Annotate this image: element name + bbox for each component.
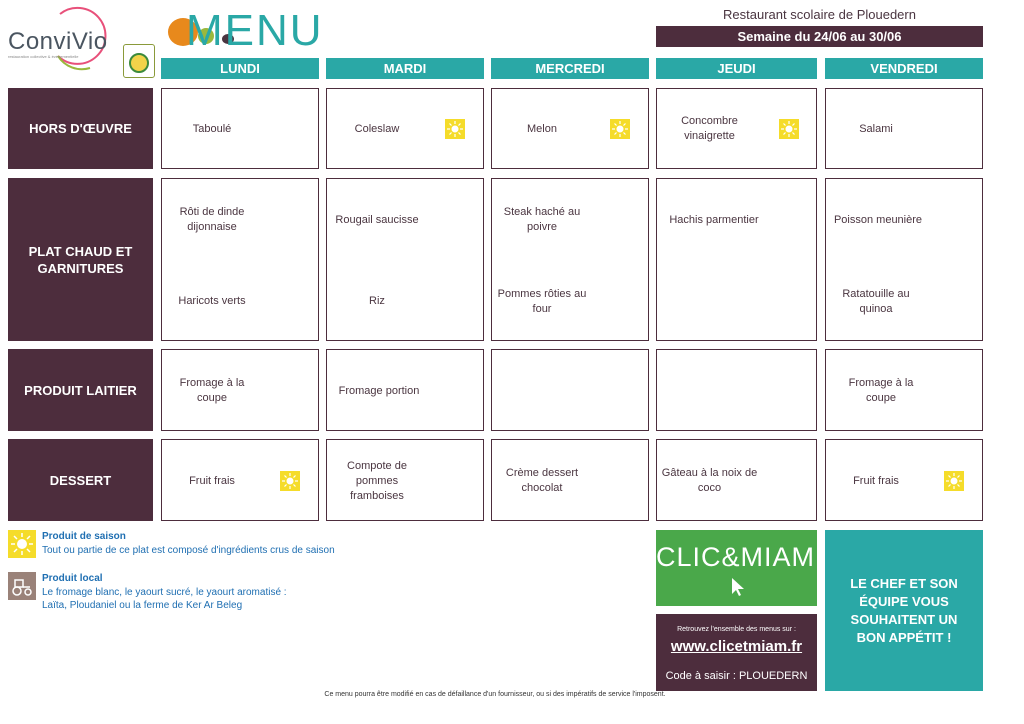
brand-tagline: restauration collective & événementielle: [8, 54, 79, 59]
menu-cell: [161, 349, 319, 431]
dish-name: Steak haché au poivre: [503, 206, 581, 233]
day-header-vendredi: VENDREDI: [825, 58, 983, 79]
menu-cell: [161, 178, 319, 341]
menu-cell: [491, 439, 649, 521]
menu-cell: [825, 178, 983, 341]
dish-name: Rougail saucisse: [335, 214, 419, 226]
row-header-plat-chaud: PLAT CHAUD ET GARNITURES: [8, 178, 153, 341]
menu-cell: [326, 88, 484, 169]
menu-cell: [161, 88, 319, 169]
menu-cell: [326, 178, 484, 341]
menu-cell: [491, 88, 649, 169]
dish-name: Salami: [859, 123, 893, 135]
legend-local-text-2: Laïta, Ploudaniel ou la ferme de Ker Ar Beleg: [42, 600, 243, 611]
menu-cell: [825, 349, 983, 431]
row-header-produit-laitier: PRODUIT LAITIER: [8, 349, 153, 431]
clicmiam-logo-text: CLIC&MIAM!: [656, 542, 824, 572]
legend-local-text-1: Le fromage blanc, le yaourt sucré, le yaourt aromatisé :: [42, 587, 287, 598]
sun-icon: [944, 471, 964, 491]
side-name: Riz: [369, 295, 385, 307]
dish-name: Fromage à la coupe: [179, 377, 245, 404]
menu-cell: [656, 178, 817, 341]
dish-name: Crème dessert chocolat: [505, 467, 579, 494]
tractor-icon: [8, 572, 36, 600]
dish-name: Fromage à la coupe: [848, 377, 914, 404]
restaurant-name: Restaurant scolaire de Plouedern: [723, 7, 916, 22]
brand-logo: ConviVio: [8, 28, 108, 55]
day-header-lundi: LUNDI: [161, 58, 319, 79]
page-title: MENU: [186, 6, 324, 55]
dish-name: Fromage portion: [338, 385, 420, 397]
dish-name: Taboulé: [192, 123, 232, 135]
clicmiam-code: Code à saisir : PLOUEDERN: [665, 670, 808, 682]
menu-cell: [825, 439, 983, 521]
menu-cell: [825, 88, 983, 169]
menu-cell: [326, 349, 484, 431]
chef-message: [825, 530, 983, 691]
clicmiam-retrouvez: Retrouvez l'ensemble des menus sur :: [677, 626, 796, 633]
clicmiam-info: [656, 614, 817, 691]
sun-icon: [445, 119, 465, 139]
day-header-jeudi: JEUDI: [656, 58, 817, 79]
menu-cell: [491, 349, 649, 431]
sun-icon: [779, 119, 799, 139]
sun-icon: [610, 119, 630, 139]
week-range: Semaine du 24/06 au 30/06: [656, 26, 983, 47]
menu-cell: [656, 439, 817, 521]
row-header-hors-doeuvre: HORS D'ŒUVRE: [8, 88, 153, 169]
sun-icon: [280, 471, 300, 491]
cursor-icon: [726, 574, 748, 598]
row-header-dessert: DESSERT: [8, 439, 153, 521]
menu-cell: [161, 439, 319, 521]
side-name: Haricots verts: [178, 295, 246, 307]
day-header-mercredi: MERCREDI: [491, 58, 649, 79]
dish-name: Rôti de dinde dijonnaise: [179, 206, 245, 233]
dish-name: Fruit frais: [853, 475, 899, 487]
footnote: Ce menu pourra être modifié en cas de défaillance d'un fournisseur, ou si des impératifs de service l'imposent.: [324, 691, 666, 698]
side-name: Pommes rôties au four: [497, 288, 587, 315]
legend-local-title: Produit local: [42, 573, 103, 584]
dish-name: Gâteau à la noix de coco: [661, 467, 758, 494]
dish-name: Coleslaw: [354, 123, 400, 135]
menu-cell: [326, 439, 484, 521]
menu-cell: [491, 178, 649, 341]
chef-message-text: LE CHEF ET SON ÉQUIPE VOUS SOUHAITENT UN BON APPÉTIT !: [850, 575, 958, 645]
dish-name: Fruit frais: [189, 475, 235, 487]
dish-name: Melon: [527, 123, 557, 135]
menu-cell: [656, 88, 817, 169]
season-sun-icon: [8, 530, 36, 558]
menu-cell: [656, 349, 817, 431]
dish-name: Concombre vinaigrette: [681, 115, 738, 142]
legend-season-title: Produit de saison: [42, 531, 126, 542]
day-header-mardi: MARDI: [326, 58, 484, 79]
clicmiam-url-link[interactable]: www.clicetmiam.fr: [670, 638, 803, 655]
dish-name: Hachis parmentier: [669, 214, 759, 226]
clicmiam-logo: [656, 530, 824, 606]
side-name: Ratatouille au quinoa: [842, 288, 910, 315]
label-badge-icon: [123, 44, 155, 78]
legend-season-text: Tout ou partie de ce plat est composé d'ingrédients crus de saison: [42, 545, 335, 556]
dish-name: Compote de pommes framboises: [347, 460, 407, 502]
dish-name: Poisson meunière: [833, 214, 923, 226]
